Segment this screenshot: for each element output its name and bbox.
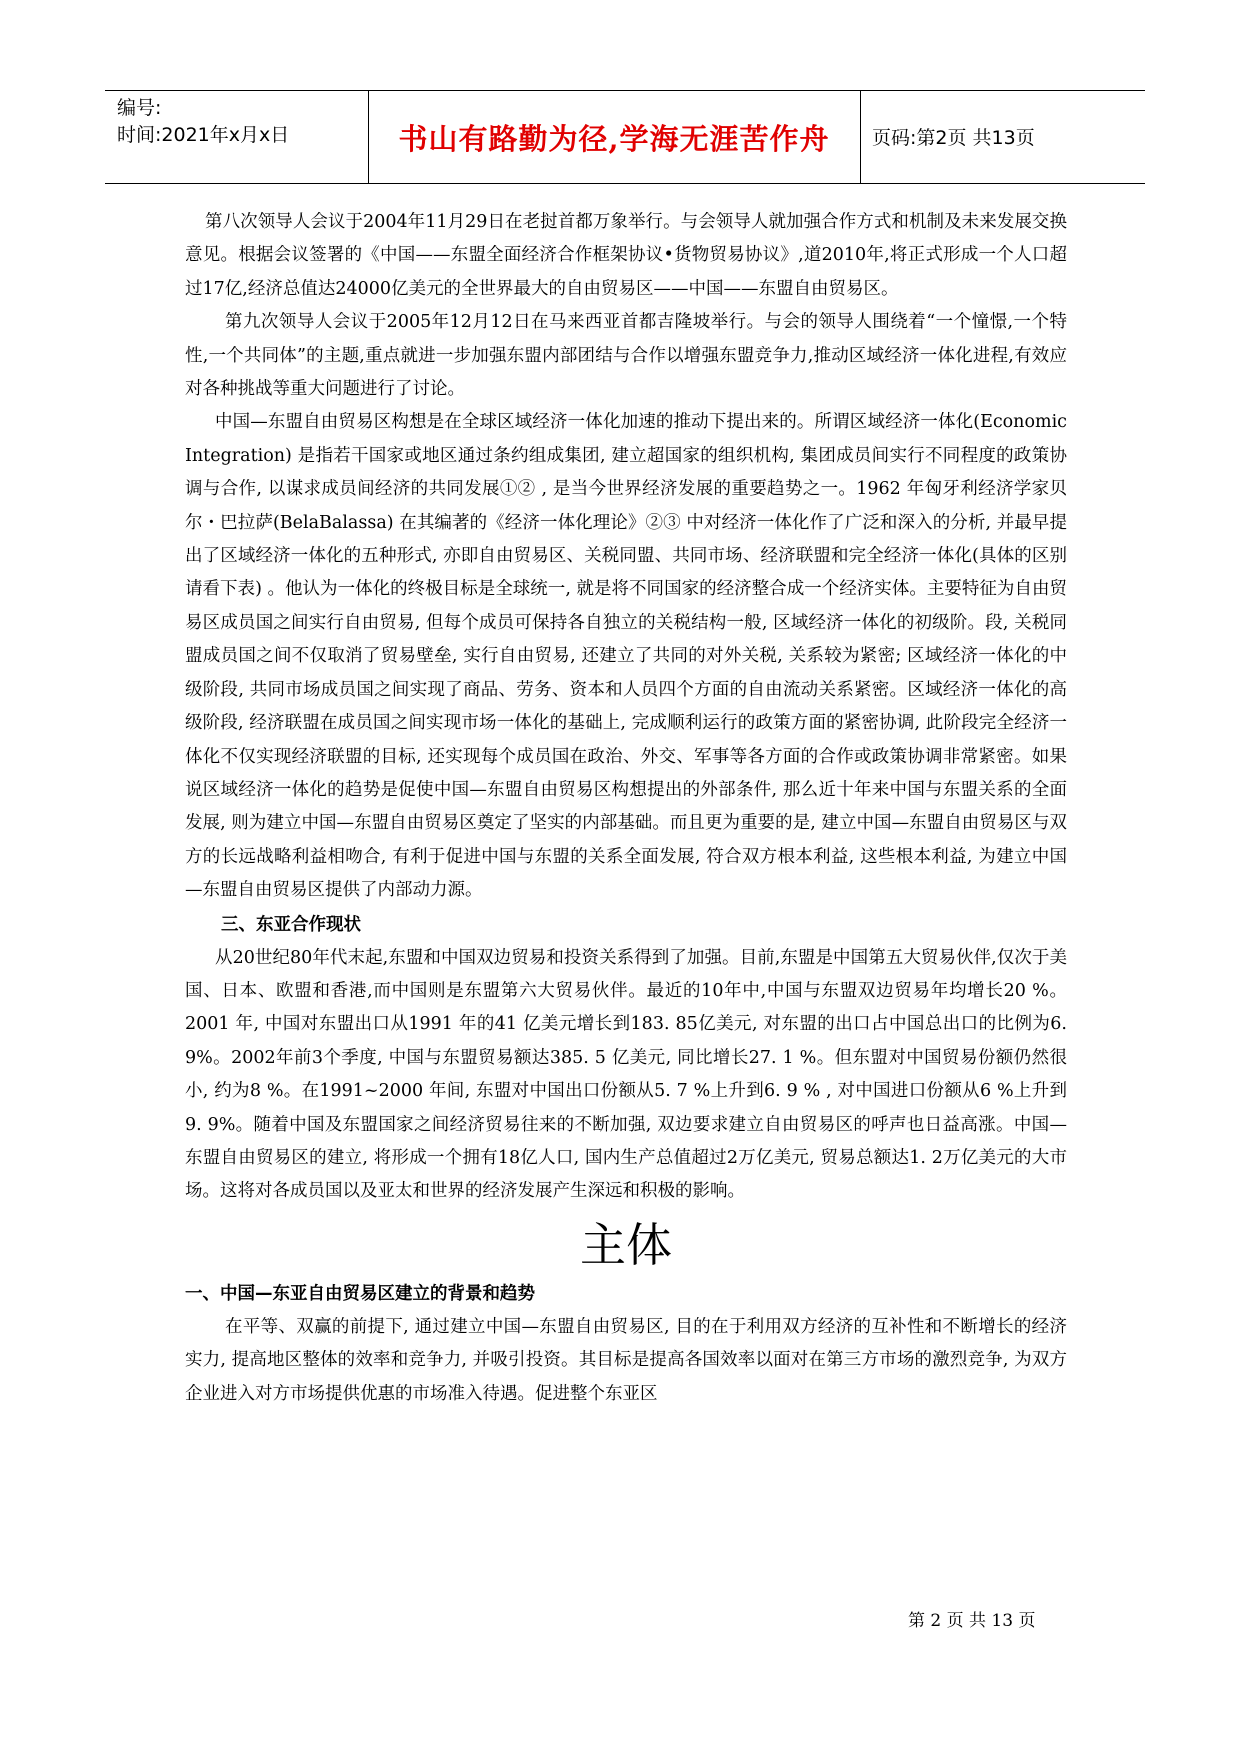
paragraph: 中国—东盟自由贸易区构想是在全球区域经济一体化加速的推动下提出来的。所谓区域经济一体化(Economic Integration) 是指若干国家或地区通过条约组成集团, 建立超国家的组织机构, 集团成员间实行不同程度的政策协调与合作, 以谋求成员间经济的共同发展①② , 是当今世界经济发展的重要趋势之一。1962 年匈牙利经济学家贝尔・巴拉萨(BelaBalassa) 在其编著的《经济一体化理论》②③ 中对经济一体化作了广泛和深入的分析, 并最早提出了区域经济一体化的五种形式, 亦即自由贸易区、关税同盟、共同市场、经济联盟和完全经济一体化(具体的区别请看下表) 。他认为一体化的终极目标是全球统一, 就是将不同国家的经济整合成一个经济实体。主要特征为自由贸易区成员国之间实行自由贸易, 但每个成员可保持各自独立的关税结构一般, 区域经济一体化的初级阶。段, 关税同盟成员国之间不仅取消了贸易壁垒, 实行自由贸易, 还建立了共同的对外关税, 关系较为紧密; 区域经济一体化的中级阶段, 共同市场成员国之间实现了商品、劳务、资本和人员四个方面的自由流动关系紧密。区域经济一体化的高级阶段, 经济联盟在成员国之间实现市场一体化的基础上, 完成顺利运行的政策方面的紧密协调, 此阶段完全经济一体化不仅实现经济联盟的目标, 还实现每个成员国在政治、外交、军事等各方面的合作或政策协调非常紧密。如果说区域经济一体化的趋势是促使中国—东盟自由贸易区构想提出的外部条件, 那么近十年来中国与东盟关系的全面发展, 则为建立中国—东盟自由贸易区奠定了坚实的内部基础。而且更为重要的是, 建立中国—东盟自由贸易区与双方的长远战略利益相吻合, 有利于促进中国与东盟的关系全面发展, 符合双方根本利益, 这些根本利益, 为建立中国—东盟自由贸易区提供了内部动力源。 — [185, 412, 1067, 901]
header-table — [105, 90, 1145, 184]
document-number-label: 编号: — [117, 97, 162, 119]
header-left-cell — [117, 95, 289, 149]
document-time-label: 时间:2021年x月x日 — [117, 124, 290, 146]
paragraph: 在平等、双赢的前提下, 通过建立中国—东盟自由贸易区, 目的在于利用双方经济的互补性和不断增长的经济实力, 提高地区整体的效率和竞争力, 并吸引投资。其目标是提高各国效率以面对在第三方市场的激烈竞争, 为双方企业进入对方市场提供优惠的市场准入待遇。促进整个东亚区 — [185, 1316, 1067, 1404]
paragraph: 第八次领导人会议于2004年11月29日在老挝首都万象举行。与会领导人就加强合作方式和机制及未来发展交换意见。根据会议签署的《中国——东盟全面经济合作框架协议•货物贸易协议》,道2010年,将正式形成一个人口超过17亿,经济总值达24000亿美元的全世界最大的自由贸易区——中国——东盟自由贸易区。 — [185, 212, 1067, 299]
section-title: 主体 — [580, 1217, 672, 1272]
paragraph: 从20世纪80年代末起,东盟和中国双边贸易和投资关系得到了加强。目前,东盟是中国第五大贸易伙伴,仅次于美国、日本、欧盟和香港,而中国则是东盟第六大贸易伙伴。最近的10年中,中国与东盟双边贸易年均增长20 %。2001 年, 中国对东盟出口从1991 年的41 亿美元增长到183. 85亿美元, 对东盟的出口占中国总出口的比例为6. 9%。2002年前3个季度, 中国与东盟贸易额达385. 5 亿美元, 同比增长27. 1 %。但东盟对中国贸易份额仍然很小, 约为8 %。在1991~2000 年间, 东盟对中国出口份额从5. 7 %上升到6. 9 % , 对中国进口份额从6 %上升到9. 9%。随着中国及东盟国家之间经济贸易往来的不断加强, 双边要求建立自由贸易区的呼声也日益高涨。中国—东盟自由贸易区的建立, 将形成一个拥有18亿人口, 国内生产总值超过2万亿美元, 贸易总额达1. 2万亿美元的大市场。这将对各成员国以及亚太和世界的经济发展产生深远和积极的影响。 — [185, 947, 1067, 1202]
header-motto: 书山有路勤为径,学海无涯苦作舟 — [398, 122, 830, 156]
header-divider — [860, 91, 861, 183]
document-body — [185, 206, 1067, 1411]
page-footer: 第 2 页 共 13 页 — [908, 1611, 1036, 1631]
subsection-heading: 一、中国—东亚自由贸易区建立的背景和趋势 — [185, 1283, 535, 1304]
paragraph: 第九次领导人会议于2005年12月12日在马来西亚首都吉隆坡举行。与会的领导人围绕着“一个憧憬,一个特性,一个共同体”的主题,重点就进一步加强东盟内部团结与合作以增强东盟竞争力,推动区域经济一体化进程,有效应对各种挑战等重大问题进行了讨论。 — [185, 312, 1067, 400]
header-page-label: 页码:第2页 共13页 — [872, 127, 1035, 149]
section-heading: 三、东亚合作现状 — [221, 914, 361, 935]
